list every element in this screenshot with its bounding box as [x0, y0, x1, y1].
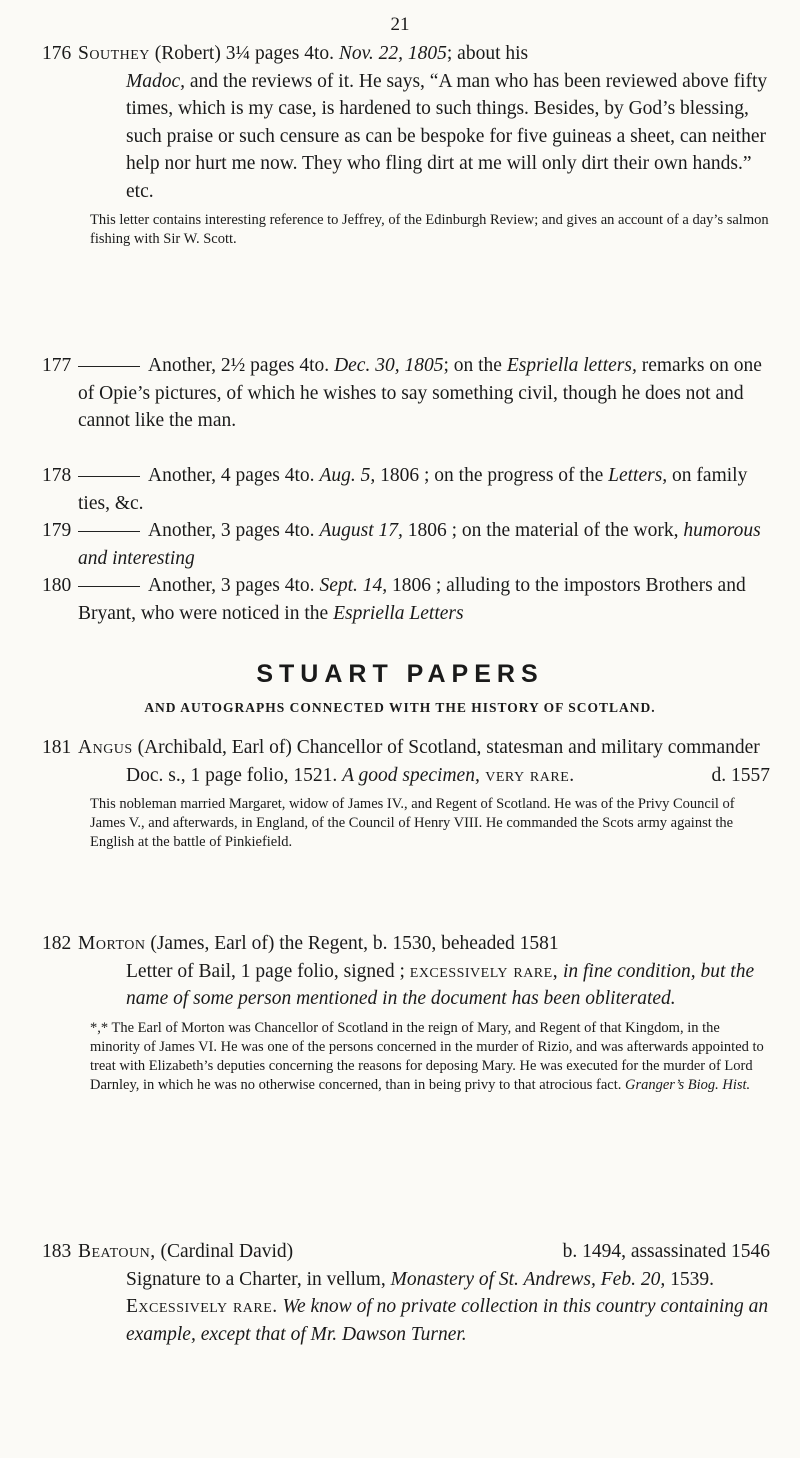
lot-entry — [42, 40, 770, 249]
lot-dates: b. 1494, assassinated 1546 — [562, 1241, 770, 1262]
ditto-rule — [78, 366, 140, 367]
lot-entry — [42, 930, 770, 1095]
lot-description: and the reviews of it. He says, “A man who has been reviewed above fifty times, which is my case, is hardened to such things. Besides, by God’s blessing, such praise or such censure as can be bespoke for five guineas a sheet, can neither help nor hurt me now. They who fling dirt at me will only dirt their own hands.” etc. — [126, 70, 768, 202]
ditto-rule — [78, 586, 140, 587]
lot-remark: We know of no private collection in this country containing an example, except that of Mr. Dawson Turner. — [126, 1296, 769, 1345]
lot-description: Another, 3 pages 4to. — [148, 520, 320, 541]
rarity: very rare. — [479, 764, 575, 786]
lot-provenance: Monastery of St. Andrews, — [390, 1268, 596, 1290]
note-text: The Earl of Morton was Chancellor of Scotland in the reign of Mary, and Regent of that Kingdom, in the minority of James VI. He was one of the persons concerned in the murder of Rizio, and was afterwards appointed to treat with Elizabeth’s deputies concerning the reasons for deposing Mary. He was executed for the murder of Lord Darnley, in which he was no otherwise concerned, than in being privy to that atrocious fact. — [90, 1019, 764, 1093]
lot-author: Beatoun, — [78, 1241, 156, 1262]
lot-description: (Cardinal David) — [155, 1241, 294, 1262]
section-title: STUART PAPERS — [256, 660, 544, 688]
lot-note: This letter contains interesting reference to Jeffrey, of the Edinburgh Review; and gives an account of a day’s salmon fishing with Sir W. Scott. — [90, 212, 769, 247]
lot-title: Letters, — [608, 465, 668, 486]
ditto-rule — [78, 476, 140, 477]
lot-number: 178 — [42, 465, 72, 486]
lot-description: ; on the — [443, 355, 507, 376]
lot-date: Feb. 20, — [600, 1268, 666, 1290]
lot-remark: A good specimen, — [342, 764, 480, 786]
lot-remark: in fine condition, but the name of some person mentioned in the document has been obliterated. — [126, 960, 755, 1009]
lot-date: Nov. 22, 1805 — [338, 43, 447, 64]
lot-author: Angus — [78, 737, 133, 758]
lot-description: Signature to a Charter, in vellum, — [126, 1268, 391, 1290]
note-mark: *,* — [90, 1019, 112, 1036]
lot-title: Madoc, — [126, 70, 186, 92]
lot-date: Sept. 14, — [319, 575, 388, 596]
lot-description: 1806 ; on the progress of the — [375, 465, 609, 486]
lot-description: Another, 3 pages 4to. — [148, 575, 320, 596]
note-source: Granger’s Biog. Hist. — [625, 1076, 751, 1093]
lot-dates: d. 1557 — [711, 764, 770, 786]
lot-date: Aug. 5, — [319, 465, 376, 486]
lot-title: Espriella letters, — [506, 355, 637, 376]
lot-author: Southey — [78, 43, 150, 64]
lot-description: 1806 ; on the material of the work, — [402, 520, 684, 541]
lot-number: 177 — [42, 355, 72, 376]
lot-number: 176 — [42, 43, 72, 64]
lot-author: Morton — [78, 933, 146, 954]
lot-description: (Archibald, Earl of) Chancellor of Scotland, statesman and military commander — [132, 737, 760, 758]
lot-number: 183 — [42, 1241, 72, 1262]
lot-entry — [42, 572, 770, 627]
page-number: 21 — [390, 14, 410, 35]
lot-note — [90, 1019, 770, 1095]
lot-description: ; about his — [446, 43, 529, 64]
lot-title: Espriella Letters — [333, 602, 464, 624]
section-subtitle: AND AUTOGRAPHS CONNECTED WITH THE HISTORY OF SCOTLAND. — [144, 700, 656, 715]
lot-entry — [42, 462, 770, 517]
rarity: Excessively rare. — [126, 1296, 278, 1317]
lot-date: Dec. 30, 1805 — [334, 355, 444, 376]
lot-number: 180 — [42, 575, 72, 596]
lot-description: on family ties, &c. — [78, 465, 748, 514]
lot-entry — [42, 352, 770, 435]
lot-number: 181 — [42, 737, 72, 758]
lot-entry — [42, 734, 770, 852]
lot-number: 179 — [42, 520, 72, 541]
lot-description: Another, 2½ pages 4to. — [148, 355, 335, 376]
rarity: excessively rare, — [409, 960, 559, 982]
lot-title: humorous and interesting — [78, 520, 761, 569]
lot-note: This nobleman married Margaret, widow of James IV., and Regent of Scotland. He was of the Privy Council of James V., and afterwards, in England, of the Council of Henry VIII. He commanded the Scots army against the English at the battle of Pinkiefield. — [90, 796, 735, 850]
lot-description: Another, 4 pages 4to. — [148, 465, 320, 486]
lot-description: Doc. s., 1 page folio, 1521. — [126, 764, 343, 786]
lot-entry — [42, 517, 770, 572]
lot-description: (Robert) 3¼ pages 4to. — [149, 43, 339, 64]
lot-description: remarks on one of Opie’s pictures, of which he wishes to say something civil, though he does not and cannot like the man. — [78, 355, 762, 431]
ditto-rule — [78, 531, 140, 532]
lot-description: Letter of Bail, 1 page folio, signed ; — [126, 960, 410, 982]
lot-description: 1806 ; alluding to the impostors Brothers and Bryant, who were noticed in the — [78, 575, 746, 624]
lot-description: 1539. — [665, 1268, 714, 1290]
lot-description: (James, Earl of) the Regent, b. 1530, beheaded 1581 — [145, 933, 559, 954]
lot-entry — [42, 1238, 770, 1348]
lot-number: 182 — [42, 933, 72, 954]
lot-date: August 17, — [319, 520, 403, 541]
